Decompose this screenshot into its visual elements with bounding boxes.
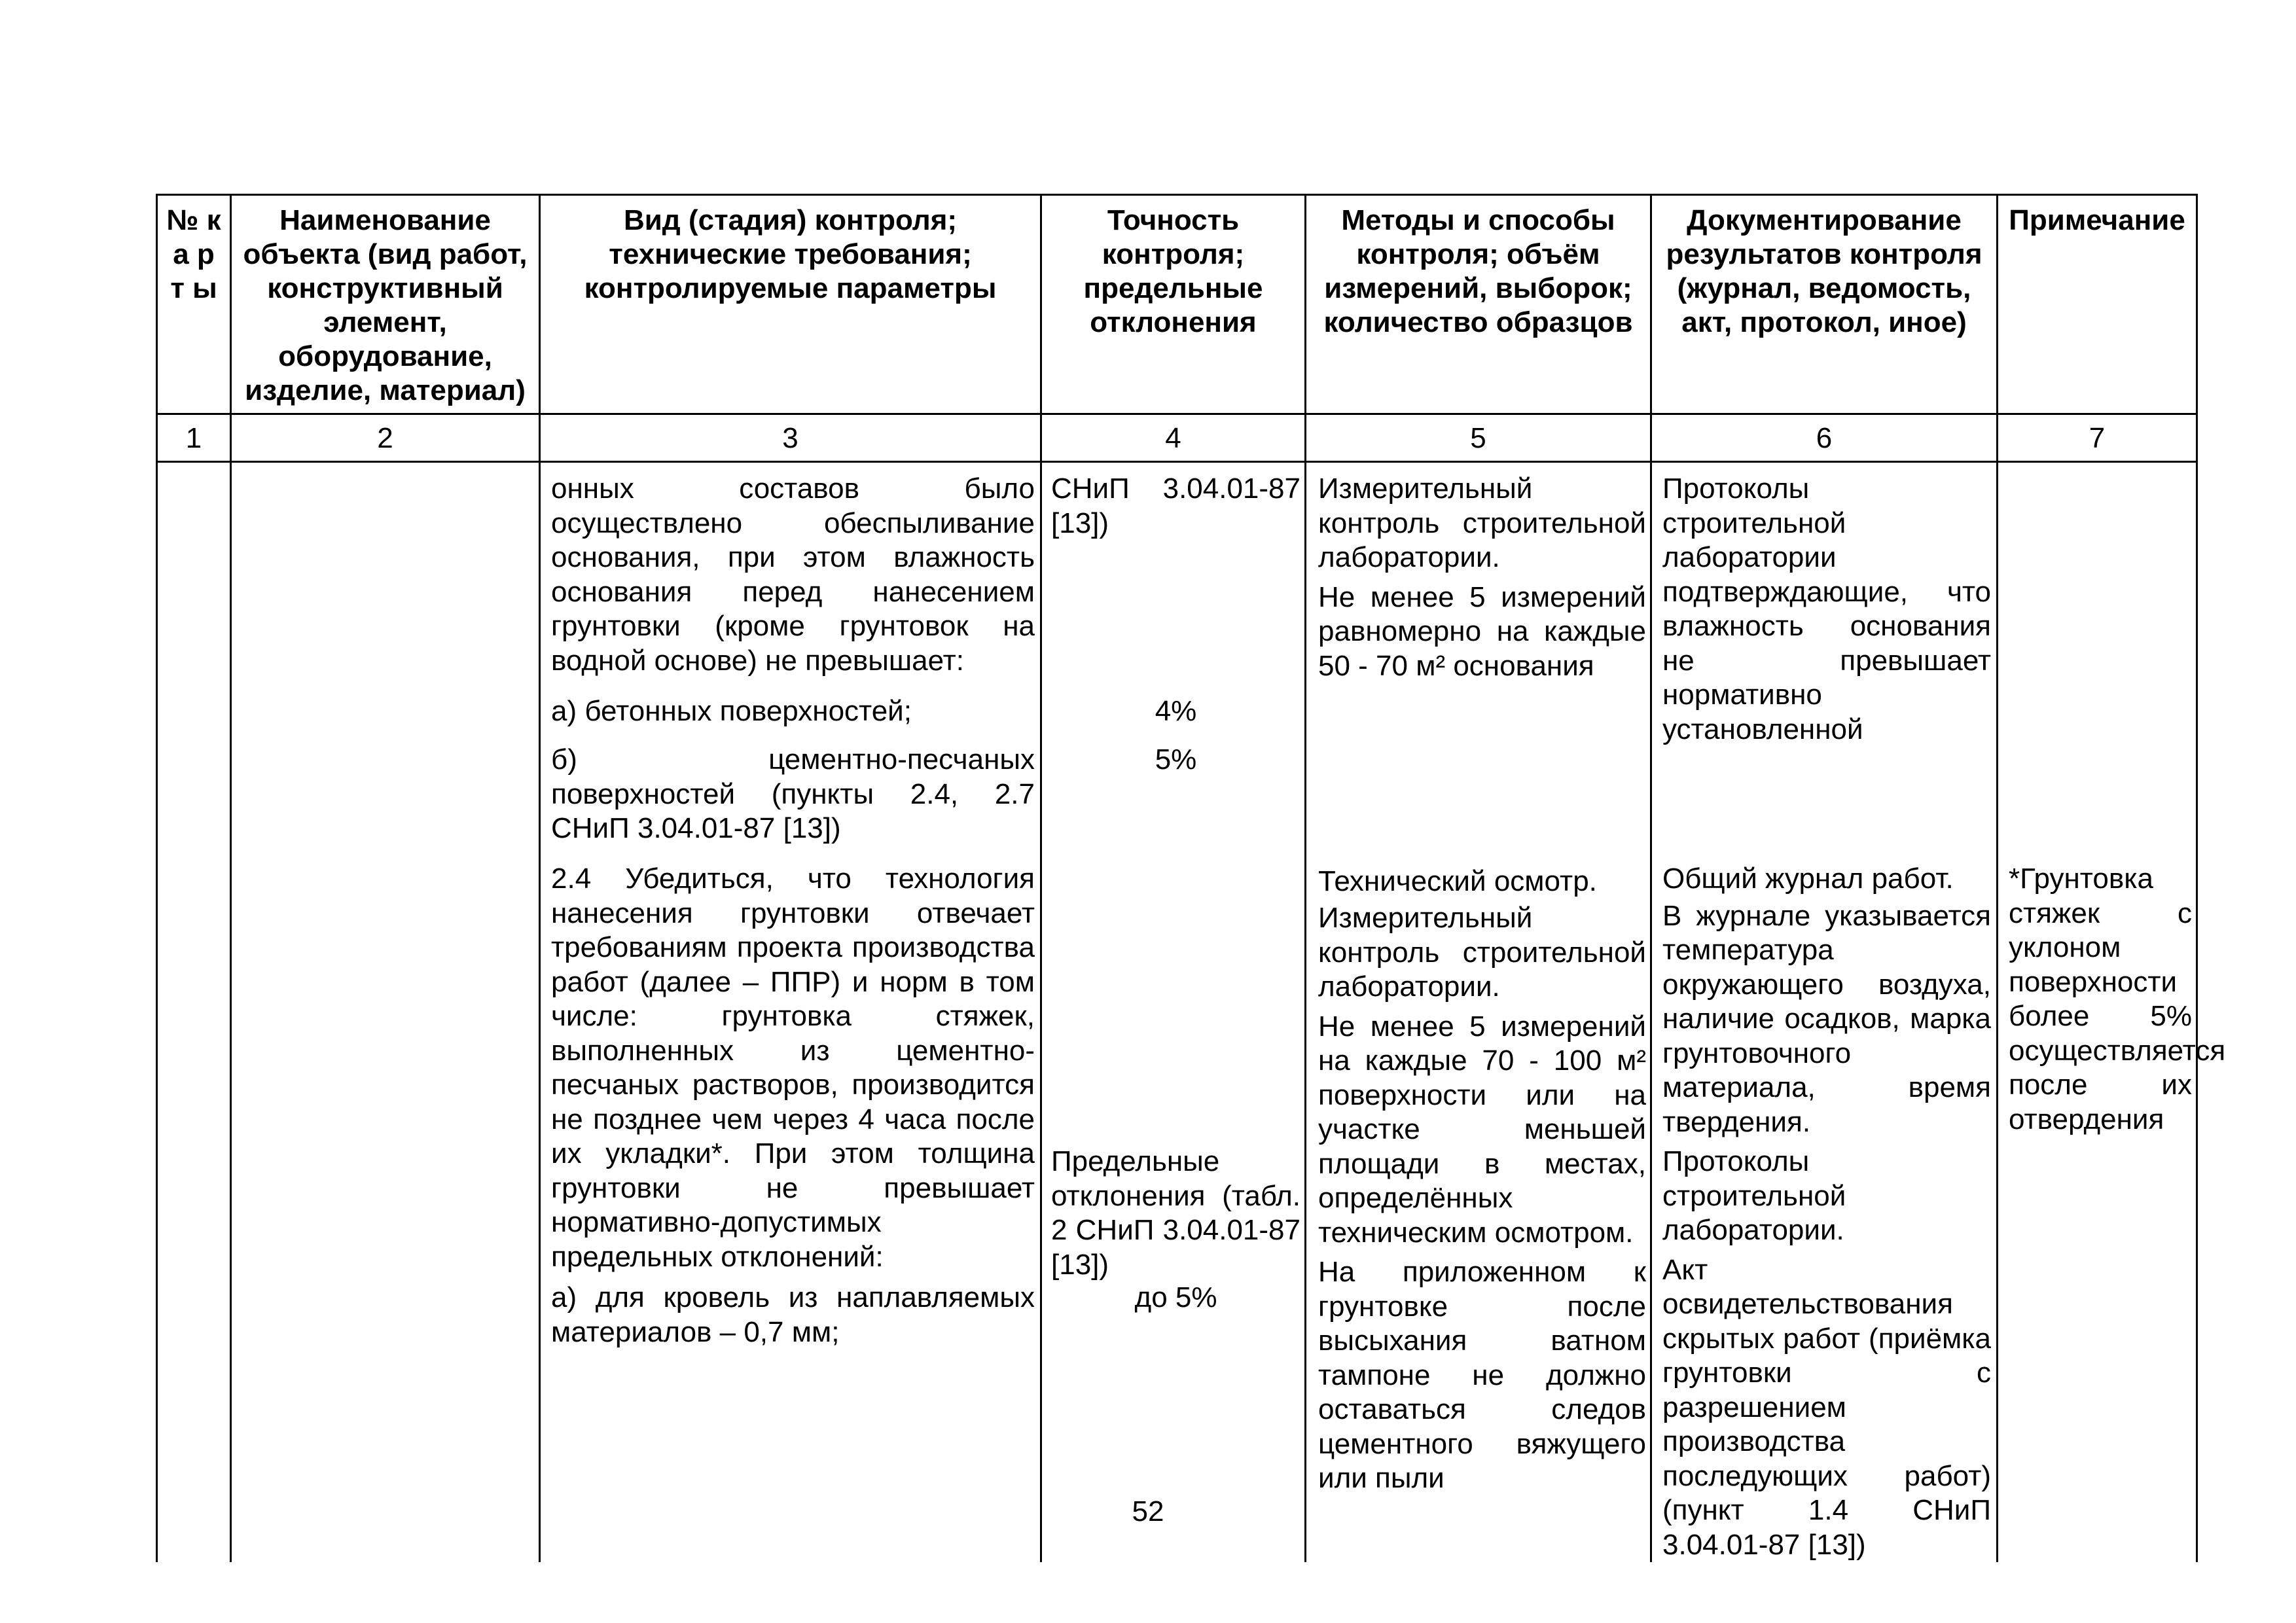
header-methods: Методы и способы контроля; объём измерений, выборок; количество образцов bbox=[1306, 195, 1651, 414]
accuracy-limits: Предельные отклонения (табл. 2 СНиП 3.04.01-87 [13]) bbox=[1051, 1145, 1300, 1281]
header-accuracy: Точность контроля; предельные отклонения bbox=[1041, 195, 1306, 414]
page-number: 52 bbox=[1132, 1495, 1164, 1527]
header-row bbox=[157, 195, 2197, 414]
cell-documentation bbox=[1651, 462, 1998, 1563]
column-number: 5 bbox=[1306, 414, 1651, 462]
column-number: 4 bbox=[1041, 414, 1306, 462]
accuracy-spacer bbox=[1051, 862, 1300, 1145]
cell-object-name bbox=[231, 462, 540, 1563]
method-lab-control: Измерительный контроль строительной лаборатории. bbox=[1318, 473, 1646, 573]
column-number-row bbox=[157, 414, 2197, 462]
cell-accuracy bbox=[1041, 462, 1306, 1563]
column-number: 3 bbox=[540, 414, 1041, 462]
accuracy-value-a-roofing: до 5% bbox=[1134, 1281, 1217, 1313]
column-number: 2 bbox=[231, 414, 540, 462]
method-swab-test: На приложенном к грунтовке после высыхания ватном тампоне не должно оставаться следов цементного вяжущего или пыли bbox=[1318, 1256, 1646, 1494]
cell-control-requirements bbox=[540, 462, 1041, 1563]
method-lab-control-2: Измерительный контроль строительной лаборатории. bbox=[1318, 902, 1646, 1003]
note-text: *Грунтовка стяжек с уклоном поверхности более 5% осуществляется после их отвердения bbox=[2009, 863, 2226, 1135]
requirement-item-a: а) бетонных поверхностей; bbox=[551, 695, 912, 727]
requirement-item-a-roofing: а) для кровель из наплавляемых материалов – 0,7 мм; bbox=[551, 1281, 1035, 1348]
method-inspection: Технический осмотр. bbox=[1318, 865, 1597, 897]
header-card-number: № к а р т ы bbox=[157, 195, 231, 414]
accuracy-value-a: 4% bbox=[1155, 695, 1197, 727]
header-note: Примечание bbox=[1998, 195, 2197, 414]
table-row bbox=[157, 462, 2197, 1563]
method-measurements: Не менее 5 измерений равномерно на каждые 50 - 70 м² основания bbox=[1318, 580, 1646, 682]
control-table bbox=[156, 194, 2226, 1562]
cell-note bbox=[1998, 462, 2226, 1563]
doc-lab-protocols-2: Протоколы строительной лаборатории. bbox=[1662, 1145, 1846, 1246]
method-measurements-2: Не менее 5 измерений на каждые 70 - 100 м² поверхности или на участке меньшей площади в местах, определённых техническим осмотром. bbox=[1318, 1010, 1646, 1249]
accuracy-value-b: 5% bbox=[1155, 743, 1197, 776]
column-number: 1 bbox=[157, 414, 231, 462]
doc-lab-protocols: Протоколы строительной лаборатории подтверждающие, что влажность основания не превышает нормативно установленной bbox=[1662, 473, 1991, 745]
doc-work-journal: Общий журнал работ. bbox=[1662, 863, 1954, 895]
header-documentation: Документирование результатов контроля (журнал, ведомость, акт, протокол, иное) bbox=[1651, 195, 1998, 414]
doc-journal-detail: В журнале указывается температура окружающего воздуха, наличие осадков, марка грунтовочного материала, время твердения. bbox=[1662, 899, 1991, 1138]
column-number: 6 bbox=[1651, 414, 1998, 462]
accuracy-reference: СНиП 3.04.01-87 [13]) bbox=[1051, 473, 1300, 539]
column-number: 7 bbox=[1998, 414, 2197, 462]
cell-methods bbox=[1306, 462, 1651, 1563]
cell-card-number bbox=[157, 462, 231, 1563]
requirement-item-b: б) цементно-песчаных поверхностей (пункты 2.4, 2.7 СНиП 3.04.01-87 [13]) bbox=[551, 743, 1035, 844]
requirements-intro: онных составов было осуществлено обеспыливание основания, при этом влажность основания перед нанесением грунтовки (кроме грунтовок на водной основе) не превышает: bbox=[551, 473, 1035, 677]
header-control-type: Вид (стадия) контроля; технические требования; контролируемые параметры bbox=[540, 195, 1041, 414]
doc-hidden-works-act: Акт освидетельствования скрытых работ (приёмка грунтовки с разрешением производства последующих работ) (пункт 1.4 СНиП 3.04.01-87 [13]) bbox=[1662, 1253, 1991, 1561]
header-object-name: Наименование объекта (вид работ, конструктивный элемент, оборудование, изделие, материал) bbox=[231, 195, 540, 414]
requirement-2-4: 2.4 Убедиться, что технология нанесения грунтовки отвечает требованиям проекта производства работ (далее – ППР) и норм в том числе: грунтовка стяжек, выполненных из цементно-песчаных растворов, производится не позднее чем через 4 часа после их укладки*. При этом толщина грунтовки не превышает нормативно-допустимых предельных отклонений: bbox=[551, 863, 1035, 1273]
